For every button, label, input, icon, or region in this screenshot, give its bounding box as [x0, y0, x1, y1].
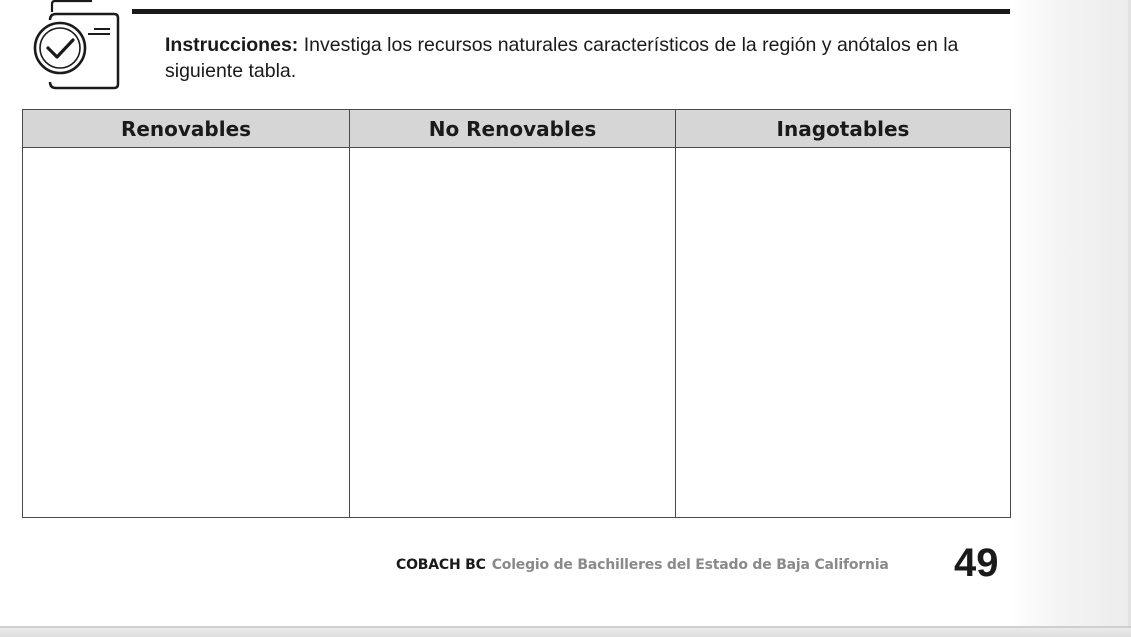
page-footer — [396, 553, 889, 577]
resources-table — [22, 109, 1011, 518]
cell-renovables[interactable] — [23, 148, 350, 518]
header-no-renovables: No Renovables — [350, 110, 676, 148]
checklist-check-icon — [22, 0, 132, 96]
cell-inagotables[interactable] — [676, 148, 1011, 518]
header-renovables: Renovables — [23, 110, 350, 148]
cell-no-renovables[interactable] — [350, 148, 676, 518]
page-margin — [1010, 0, 1131, 637]
page-bottom-border — [0, 626, 1131, 628]
footer-college: Colegio de Bachilleres del Estado de Baja California — [491, 557, 889, 573]
page-number: 49 — [954, 541, 999, 585]
footer-brand: COBACH BC — [396, 557, 486, 573]
table-row — [23, 148, 1011, 518]
header-inagotables: Inagotables — [676, 110, 1011, 148]
header-rule — [132, 9, 1010, 14]
instructions-text: Investiga los recursos naturales característicos de la región y anótalos en la siguiente tabla. — [165, 34, 959, 82]
instructions-label: Instrucciones: — [165, 34, 299, 56]
instructions-paragraph — [165, 32, 995, 84]
table-header-row — [23, 110, 1011, 148]
